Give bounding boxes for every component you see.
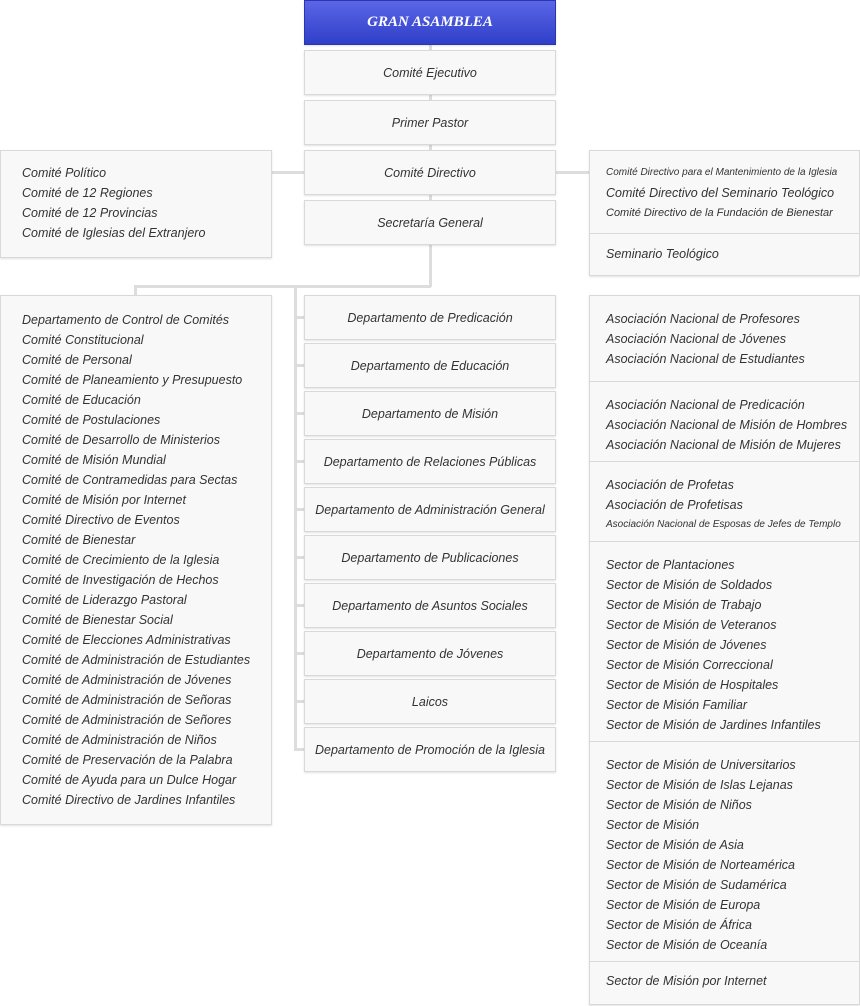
- list-item[interactable]: Sector de Misión de Norteamérica: [606, 858, 795, 872]
- department-box[interactable]: Departamento de Relaciones Públicas: [304, 439, 556, 484]
- spine-box-comite-ejecutivo[interactable]: Comité Ejecutivo: [304, 50, 556, 95]
- associations-box: [589, 295, 860, 1005]
- list-item[interactable]: Comité de Bienestar: [22, 533, 136, 547]
- list-item[interactable]: Asociación Nacional de Profesores: [606, 312, 800, 326]
- list-item[interactable]: Asociación de Profetisas: [606, 498, 743, 512]
- list-item[interactable]: Comité de Elecciones Administrativas: [22, 633, 231, 647]
- list-item[interactable]: Comité de Administración de Señores: [22, 713, 232, 727]
- connector-right-committees: [556, 171, 590, 174]
- association-section: [590, 541, 859, 741]
- list-item[interactable]: Sector de Misión de Jardines Infantiles: [606, 718, 821, 732]
- list-item[interactable]: Comité Constitucional: [22, 333, 144, 347]
- list-item[interactable]: Comité de Desarrollo de Ministerios: [22, 433, 220, 447]
- list-item[interactable]: Asociación Nacional de Misión de Mujeres: [606, 438, 841, 452]
- list-item[interactable]: Comité Político: [22, 166, 107, 180]
- list-item[interactable]: Asociación Nacional de Esposas de Jefes de Templo: [606, 519, 841, 530]
- list-item[interactable]: Sector de Misión de Jóvenes: [606, 638, 767, 652]
- top-box-gran-asamblea[interactable]: GRAN ASAMBLEA: [304, 0, 556, 45]
- list-item[interactable]: Sector de Misión de Islas Lejanas: [606, 778, 793, 792]
- list-item[interactable]: Comité Directivo para el Mantenimiento de la Iglesia: [606, 167, 838, 178]
- list-item[interactable]: Sector de Plantaciones: [606, 558, 735, 572]
- list-item[interactable]: Comité de Misión Mundial: [22, 453, 166, 467]
- list-item[interactable]: Comité de Preservación de la Palabra: [22, 753, 233, 767]
- list-item[interactable]: Comité de Bienestar Social: [22, 613, 173, 627]
- left-committees-box: [0, 150, 272, 258]
- list-item[interactable]: Comité de Personal: [22, 353, 132, 367]
- association-section: [590, 741, 859, 961]
- list-item[interactable]: Comité de Administración de Señoras: [22, 693, 232, 707]
- list-item[interactable]: Sector de Misión de Oceanía: [606, 938, 768, 952]
- list-item[interactable]: Comité de 12 Regiones: [22, 186, 153, 200]
- right-committees-section: [590, 151, 859, 233]
- association-section: [590, 461, 859, 541]
- list-item[interactable]: Seminario Teológico: [606, 247, 719, 261]
- list-item[interactable]: Comité de Administración de Jóvenes: [22, 673, 232, 687]
- connector-left-committees: [271, 171, 304, 174]
- department-box[interactable]: Departamento de Promoción de la Iglesia: [304, 727, 556, 772]
- list-item[interactable]: Asociación de Profetas: [606, 478, 734, 492]
- list-item[interactable]: Comité de Ayuda para un Dulce Hogar: [22, 773, 237, 787]
- department-box[interactable]: Departamento de Publicaciones: [304, 535, 556, 580]
- list-item[interactable]: Sector de Misión Correccional: [606, 658, 773, 672]
- list-item[interactable]: Comité de Administración de Niños: [22, 733, 217, 747]
- list-item[interactable]: Sector de Misión de Europa: [606, 898, 761, 912]
- association-section: [590, 381, 859, 461]
- list-item[interactable]: Comité de Crecimiento de la Iglesia: [22, 553, 220, 567]
- list-item[interactable]: Comité de Planeamiento y Presupuesto: [22, 373, 243, 387]
- list-item[interactable]: Sector de Misión de Asia: [606, 838, 744, 852]
- list-item[interactable]: Comité de Investigación de Hechos: [22, 573, 219, 587]
- list-item[interactable]: Asociación Nacional de Misión de Hombres: [606, 418, 848, 432]
- list-item[interactable]: Sector de Misión: [606, 818, 700, 832]
- list-item[interactable]: Comité Directivo de la Fundación de Bienestar: [606, 207, 833, 219]
- list-item[interactable]: Comité de Contramedidas para Sectas: [22, 473, 238, 487]
- list-item[interactable]: Sector de Misión por Internet: [606, 974, 767, 988]
- list-item[interactable]: Sector de Misión de Trabajo: [606, 598, 762, 612]
- list-item[interactable]: Comité de Iglesias del Extranjero: [22, 226, 206, 240]
- list-item[interactable]: Sector de Misión Familiar: [606, 698, 748, 712]
- association-section: [590, 296, 859, 381]
- list-item[interactable]: Comité de Liderazgo Pastoral: [22, 593, 187, 607]
- right-committees-box: [589, 150, 860, 276]
- list-item[interactable]: Sector de Misión de Hospitales: [606, 678, 779, 692]
- list-item[interactable]: Comité de 12 Provincias: [22, 206, 158, 220]
- committees-box: [0, 295, 272, 825]
- list-item[interactable]: Comité Directivo de Eventos: [22, 513, 180, 527]
- list-item[interactable]: Comité de Educación: [22, 393, 141, 407]
- list-item[interactable]: Asociación Nacional de Jóvenes: [606, 332, 786, 346]
- list-item[interactable]: Asociación Nacional de Predicación: [606, 398, 805, 412]
- list-item[interactable]: Sector de Misión de Soldados: [606, 578, 773, 592]
- list-item[interactable]: Sector de Misión de Niños: [606, 798, 752, 812]
- list-item[interactable]: Comité de Misión por Internet: [22, 493, 186, 507]
- spine-box-secretaria-general[interactable]: Secretaría General: [304, 200, 556, 245]
- list-item[interactable]: Comité de Administración de Estudiantes: [22, 653, 251, 667]
- list-item[interactable]: Sector de Misión de África: [606, 918, 752, 932]
- list-item[interactable]: Asociación Nacional de Estudiantes: [606, 352, 805, 366]
- department-box[interactable]: Departamento de Jóvenes: [304, 631, 556, 676]
- department-box[interactable]: Laicos: [304, 679, 556, 724]
- connector-branch-bar: [134, 285, 431, 288]
- spine-box-comite-directivo[interactable]: Comité Directivo: [304, 150, 556, 195]
- department-box[interactable]: Departamento de Educación: [304, 343, 556, 388]
- department-box[interactable]: Departamento de Asuntos Sociales: [304, 583, 556, 628]
- connector-departments-trunk: [294, 285, 297, 750]
- seminary-section: [590, 233, 859, 277]
- list-item[interactable]: Sector de Misión de Sudamérica: [606, 878, 787, 892]
- list-item[interactable]: Sector de Misión de Universitarios: [606, 758, 796, 772]
- list-item[interactable]: Comité Directivo del Seminario Teológico: [606, 186, 835, 200]
- list-item[interactable]: Comité de Postulaciones: [22, 413, 161, 427]
- list-item[interactable]: Sector de Misión de Veteranos: [606, 618, 777, 632]
- association-section: [590, 961, 859, 1004]
- department-box[interactable]: Departamento de Administración General: [304, 487, 556, 532]
- list-item[interactable]: Departamento de Control de Comités: [22, 313, 230, 327]
- department-box[interactable]: Departamento de Misión: [304, 391, 556, 436]
- list-item[interactable]: Comité Directivo de Jardines Infantiles: [22, 793, 236, 807]
- department-box[interactable]: Departamento de Predicación: [304, 295, 556, 340]
- spine-box-primer-pastor[interactable]: Primer Pastor: [304, 100, 556, 145]
